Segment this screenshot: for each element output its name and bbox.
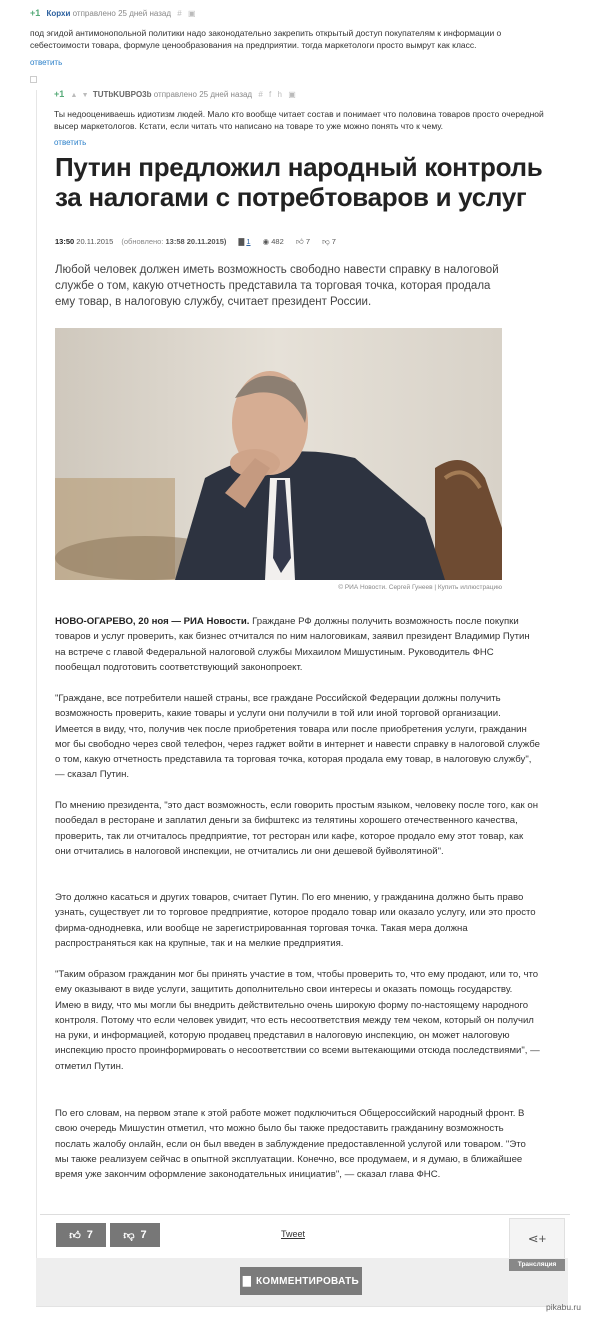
article-paragraph: "Таким образом гражданин мог бы принять участие в том, чтобы проверить то, что ему продают, или то, что ему оказывают в виде услуги, защитить дополнительно свои интересы и оказать помощь государству. Имею в виду, что мы могли бы внедрить действительно очень широкую форму по-настоящему народного контроля. Потому что если человек увидит, что есть несоответствия между тем чеком, который он получил на руки, и информацией, которую продавец представил в налоговую инспекцию, он может налоговую инспекцию просто проинформировать о несоответствии со всеми вытекающими отсюда последствиями", — отметил Путин. <box>55 969 540 1072</box>
like-count: 7 <box>86 1229 93 1241</box>
comment-button[interactable] <box>240 1267 362 1295</box>
share-button[interactable] <box>509 1218 565 1260</box>
thumb-down-icon: 👎︎ <box>123 1229 135 1242</box>
article-time: 13:50 <box>55 237 75 246</box>
like-button[interactable] <box>56 1223 106 1247</box>
comment-header <box>54 89 296 99</box>
paragraph-text: Граждане РФ должны получить возможность после покупки товаров и услуг проверить, как бизнес отчитался по ним налоговикам, заявил президент Владимир Путин на встрече с главой Федеральной налоговой службы Михаилом Мишустиным. Руководитель ФНС пообещал подготовить соответствующий законопроект. <box>55 616 530 673</box>
collapse-thread-icon[interactable] <box>30 76 37 83</box>
photo-caption: © РИА Новости. Сергей Гунеев | Купить иллюстрацию <box>338 584 502 591</box>
comment-icon[interactable]: ▇ <box>238 237 245 246</box>
site-watermark: pikabu.ru <box>546 1302 581 1312</box>
views-count: 482 <box>271 237 284 246</box>
dislike-count: 7 <box>140 1229 147 1241</box>
updated-time: 13:58 20.11.2015) <box>165 237 227 246</box>
article-date: 20.11.2015 <box>76 237 114 246</box>
photo-illustration <box>55 328 502 580</box>
reply-link[interactable]: ответить <box>54 138 87 147</box>
like-icon[interactable]: 👍︎ <box>295 237 304 246</box>
article-paragraph: По его словам, на первом этапе к этой работе может подключиться Общероссийский народный фронт. В свою очередь Мишустин отметил, что можно было бы также предоставить гражданину возможность послать жалобу онлайн, если он был введен в заблуждение предоставленной услугой или товаром. "Это мы также реализуем сейчас в опытной эксплуатации. Конечно, все продумаем, и я думаю, в ближайшее время уже закончим оформление законодательных инициатив", — сказал глава ФНС. <box>55 1108 526 1181</box>
translate-tab[interactable]: Трансляция <box>509 1259 565 1271</box>
article-lead: Любой человек должен иметь возможность свободно навести справку в налоговой службе о том, какую отчетность представила та торговая точка, которая продала ему товар, в налоговую службу, считает президент России. <box>55 264 499 308</box>
save-icon[interactable]: ▣ <box>288 90 296 99</box>
comment-header <box>30 8 196 18</box>
reply-link[interactable]: ответить <box>30 58 63 67</box>
thumb-up-icon: 👍︎ <box>69 1229 81 1242</box>
dislike-button[interactable] <box>110 1223 160 1247</box>
article-photo <box>55 328 502 580</box>
article-paragraph: По мнению президента, "это даст возможность, если говорить простым языком, человеку после того, как он пообедал в ресторане и заплатил деньги за бифштекс из телятины хорошего отечественного качества, проверить, так ли отчиталось предприятие, тот ресторан или кафе, которое продало ему этот товар, как они отчитались в налоговой инспекции, не отчитались ли они дешевой буйволятиной". <box>55 800 539 857</box>
thread-line <box>36 90 37 1305</box>
dislike-icon[interactable]: 👎︎ <box>322 237 330 246</box>
comment-button-label: КОММЕНТИРОВАТЬ <box>256 1275 359 1287</box>
dateline: НОВО-ОГАРЕВО, 20 ноя — РИА Новости. <box>55 616 250 627</box>
comment-icon: ▇ <box>243 1275 251 1287</box>
comment-timestamp: отправлено 25 дней назад <box>72 9 172 18</box>
comment-timestamp: отправлено 25 дней назад <box>153 90 253 99</box>
comments-count[interactable]: 1 <box>246 237 251 246</box>
share-icon: ⋖+ <box>527 1231 547 1246</box>
save-icon[interactable]: ▣ <box>187 9 196 18</box>
comment-username[interactable]: Корхи <box>46 9 71 18</box>
comment-text: под эгидой антимонопольной политики надо законодательно закрепить открытый доступ покупателям к информации о себестоимости товара, формуле ценообразования на предприятии. тогда маркетологи просто вымрут как класс. <box>30 28 502 50</box>
updated-label: (обновлено: <box>121 237 164 246</box>
article-paragraph: Это должно касаться и других товаров, считает Путин. По его мнению, у гражданина должно быть право узнать, существует ли то торговое предприятие, которое продало товар или оказало услугу, или это просто фирма-однодневка, или вообще не зарегистрированная торговая точка. Такая мера должна распространяться как на крупные, так и на мелкие предприятия. <box>55 892 536 949</box>
article-meta <box>55 237 336 247</box>
comment-rating: +1 <box>54 89 65 99</box>
share-icon[interactable]: h <box>277 90 282 99</box>
eye-icon: ◉ <box>262 237 270 246</box>
comment-username[interactable]: TUTbKUBPO3b <box>92 90 152 99</box>
comment-text: Ты недооцениваешь идиотизм людей. Мало кто вообще читает состав и понимает что половина товаров просто очередной высер маркетологов. Кстати, если читать что написано на товаре то уже можно понять что к чему. <box>54 109 544 131</box>
comment-rating: +1 <box>30 8 41 18</box>
comment-permalink[interactable]: # <box>258 90 263 99</box>
article-paragraph: "Граждане, все потребители нашей страны, все граждане Российской Федерации должны получить возможность проверить, какие товары и услуги они получили в той или иной торговой организации. Имеется в виду, что, получив чек после приобретения товара или после приобретения услуги, гражданин мог бы свободно через свой телефон, через гаджет войти в интернет и навести справку в налоговой службе о том, какую отчетность представила та торговая точка, которая продала ему товар, в налоговую службу", — сказал Путин. <box>55 693 540 781</box>
vote-down-icon[interactable]: ▼ <box>81 92 89 99</box>
tweet-link[interactable]: Tweet <box>281 1229 306 1239</box>
article-title: Путин предложил народный контроль за налогами с потребтоваров и услуг <box>55 152 543 212</box>
share-icon[interactable]: f <box>269 90 272 99</box>
vote-up-icon[interactable]: ▲ <box>70 92 78 99</box>
comment-permalink[interactable]: # <box>177 9 182 18</box>
likes-count: 7 <box>305 237 310 246</box>
article-paragraph <box>55 614 540 675</box>
dislikes-count: 7 <box>331 237 336 246</box>
